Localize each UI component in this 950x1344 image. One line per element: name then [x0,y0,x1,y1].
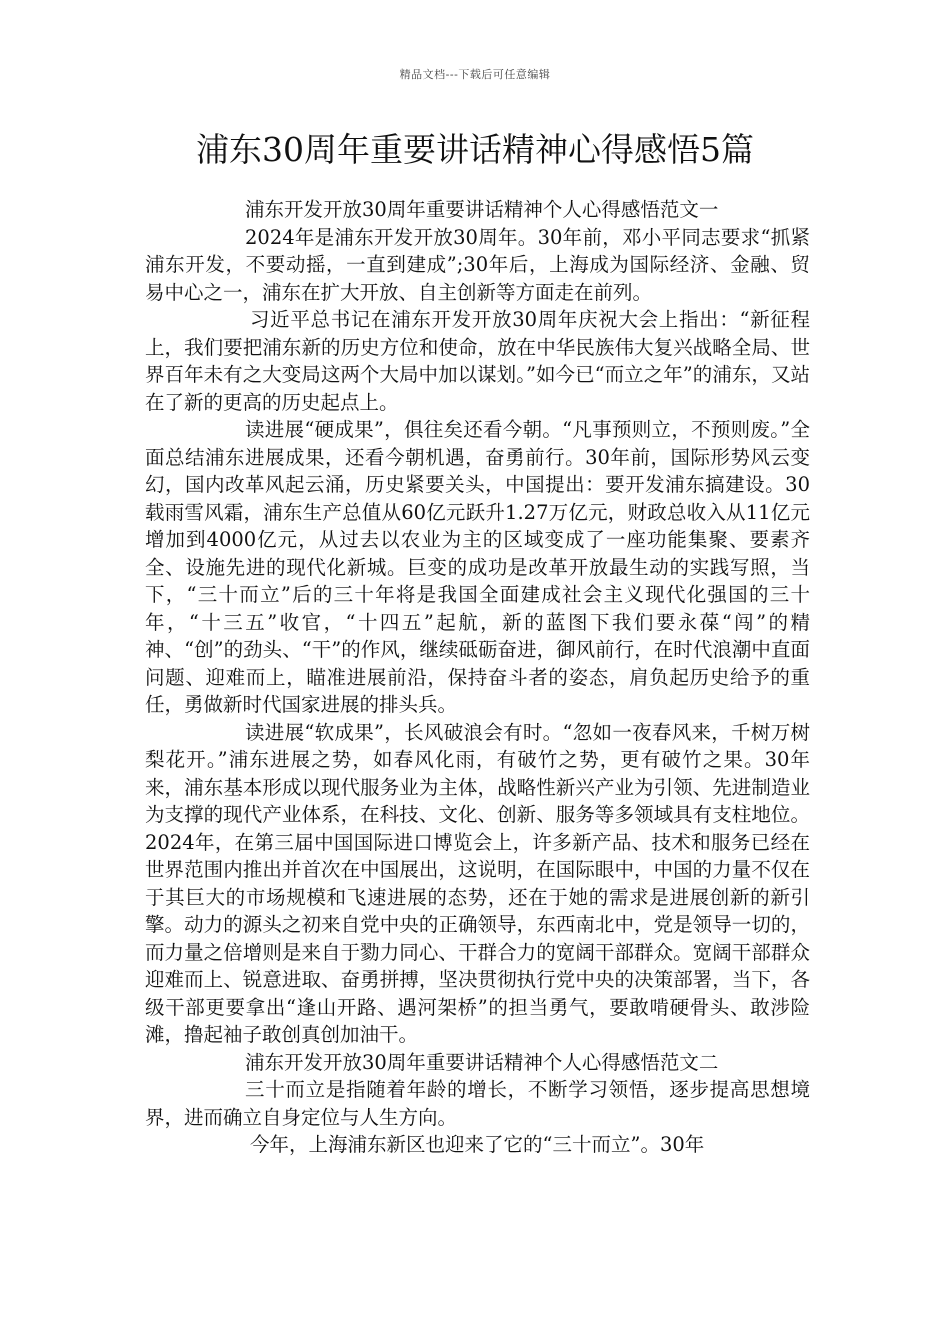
section-heading-1: 浦东开发开放30周年重要讲话精神个人心得感悟范文一 [245,198,719,221]
document-body [145,196,810,1159]
document-title: 浦东30周年重要讲话精神心得感悟5篇 [196,130,754,169]
body-paragraph: 习近平总书记在浦东开发开放30周年庆祝大会上指出：“新征程上，我们要把浦东新的历史方位和使命，放在中华民族伟大复兴战略全局、世界百年未有之大变局这两个大局中加以谋划。”如今已“而立之年”的浦东，又站在了新的更高的历史起点上。 [145,308,810,414]
body-paragraph: 三十而立是指随着年龄的增长，不断学习领悟，逐步提高思想境界，进而确立自身定位与人生方向。 [145,1078,810,1129]
body-paragraph: 读进展“软成果”，长风破浪会有时。“忽如一夜春风来，千树万树梨花开。”浦东进展之势，如春风化雨，有破竹之势，更有破竹之果。30年来，浦东基本形成以现代服务业为主体，战略性新兴产业为引领、先进制造业为支撑的现代产业体系，在科技、文化、创新、服务等多领域具有支柱地位。2024年，在第三届中国国际进口博览会上，许多新产品、技术和服务已经在世界范围内推出并首次在中国展出，这说明，在国际眼中，中国的力量不仅在于其巨大的市场规模和飞速进展的态势，还在于她的需求是进展创新的新引擎。动力的源头之初来自党中央的正确领导，东西南北中，党是领导一切的，而力量之倍增则是来自于勠力同心、干群合力的宽阔干部群众。宽阔干部群众迎难而上、锐意进取、奋勇拼搏，坚决贯彻执行党中央的决策部署，当下，各级干部更要拿出“逢山开路、遇河架桥”的担当勇气，要敢啃硬骨头、敢涉险滩，撸起袖子敢创真创加油干。 [145,720,810,1046]
body-paragraph: 读进展“硬成果”，俱往矣还看今朝。“凡事预则立，不预则废。”全面总结浦东进展成果，还看今朝机遇，奋勇前行。30年前，国际形势风云变幻，国内改革风起云涌，历史紧要关头，中国提出：要开发浦东搞建设。30载雨雪风霜，浦东生产总值从60亿元跃升1.27万亿元，财政总收入从11亿元增加到4000亿元，从过去以农业为主的区域变成了一座功能集聚、要素齐全、设施先进的现代化新城。巨变的成功是改革开放最生动的实践写照，当下，“三十而立”后的三十年将是我国全面建成社会主义现代化强国的三十年，“十三五”收官，“十四五”起航，新的蓝图下我们要永葆“闯”的精神、“创”的劲头、“干”的作风，继续砥砺奋进，御风前行，在时代浪潮中直面问题、迎难而上，瞄准进展前沿，保持奋斗者的姿态，肩负起历史给予的重任，勇做新时代国家进展的排头兵。 [145,418,810,716]
page-header: 精品文档---下载后可任意编辑 [399,68,551,81]
body-paragraph: 今年，上海浦东新区也迎来了它的“三十而立”。30年 [250,1133,705,1156]
body-paragraph: 2024年是浦东开发开放30周年。30年前，邓小平同志要求“抓紧浦东开发，不要动摇，一直到建成”;30年后，上海成为国际经济、金融、贸易中心之一，浦东在扩大开放、自主创新等方面走在前列。 [145,225,810,304]
section-heading-2: 浦东开发开放30周年重要讲话精神个人心得感悟范文二 [245,1050,719,1074]
